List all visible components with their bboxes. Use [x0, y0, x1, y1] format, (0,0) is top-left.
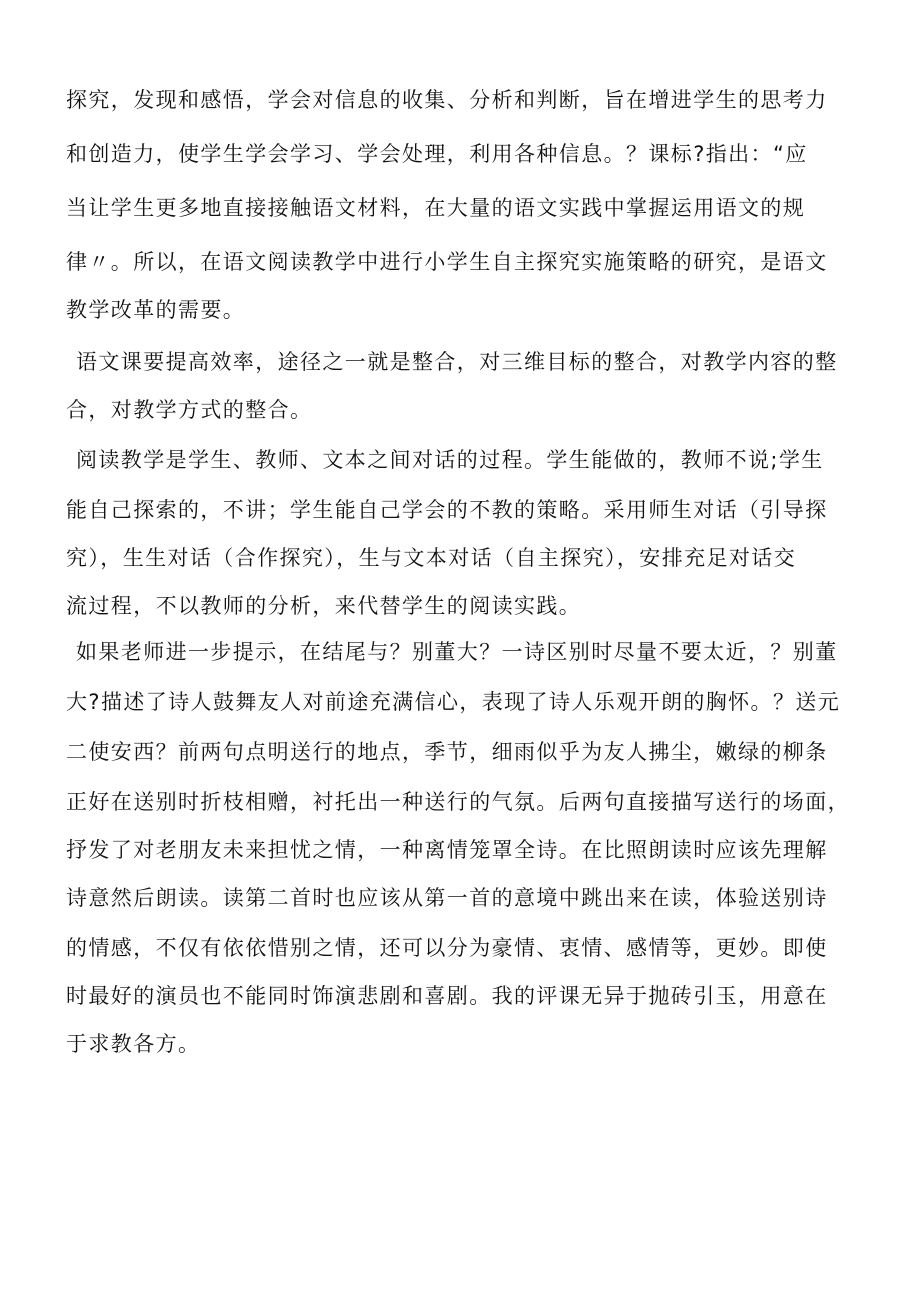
text-line: 探究，发现和感悟，学会对信息的收集、分析和判断，旨在增进学生的思考力	[66, 88, 828, 112]
text-line: 究），生生对话（合作探究），生与文本对话（自主探究），安排充足对话交	[66, 546, 797, 570]
text-line: 的情感，不仅有依依惜别之情，还可以分为豪情、衷情、感情等，更妙。即使	[66, 936, 828, 960]
text-line: 流过程，不以教师的分析，来代替学生的阅读实践。	[66, 594, 582, 618]
text-line: 教学改革的需要。	[66, 298, 246, 322]
text-line: 阅读教学是学生、教师、文本之间对话的过程。学生能做的，教师不说;学生	[76, 448, 824, 472]
text-line: 正好在送别时折枝相赠，衬托出一种送行的气氛。后两句直接描写送行的场面，	[66, 790, 850, 814]
text-line: 时最好的演员也不能同时饰演悲剧和喜剧。我的评课无异于抛砖引玉，用意在	[66, 984, 828, 1008]
text-line: 和创造力，使学生学会学习、学会处理，利用各种信息。？课标?指出：“应	[66, 142, 808, 166]
text-line: 诗意然后朗读。读第二首时也应该从第一首的意境中跳出来在读，体验送别诗	[66, 886, 828, 910]
text-line: 能自己探索的，不讲；学生能自己学会的不教的策略。采用师生对话（引导探	[66, 498, 828, 522]
text-line: 语文课要提高效率，途径之一就是整合，对三维目标的整合，对教学内容的整	[76, 350, 838, 374]
text-line: 二使安西？前两句点明送行的地点，季节，细雨似乎为友人拂尘，嫩绿的柳条	[66, 740, 828, 764]
text-line: 当让学生更多地直接接触语文材料，在大量的语文实践中掌握运用语文的规	[66, 196, 806, 220]
text-line: 合，对教学方式的整合。	[66, 398, 313, 422]
text-line: 律〃。所以，在语文阅读教学中进行小学生自主探究实施策略的研究，是语文	[66, 250, 828, 274]
text-line: 于求教各方。	[66, 1032, 201, 1056]
text-line: 如果老师进一步提示，在结尾与？别董大？一诗区别时尽量不要太近，？别董	[76, 640, 838, 664]
text-line: 大?描述了诗人鼓舞友人对前途充满信心，表现了诗人乐观开朗的胸怀。？送元	[66, 690, 841, 714]
text-line: 抒发了对老朋友未来担忧之情，一种离情笼罩全诗。在比照朗读时应该先理解	[66, 838, 828, 862]
